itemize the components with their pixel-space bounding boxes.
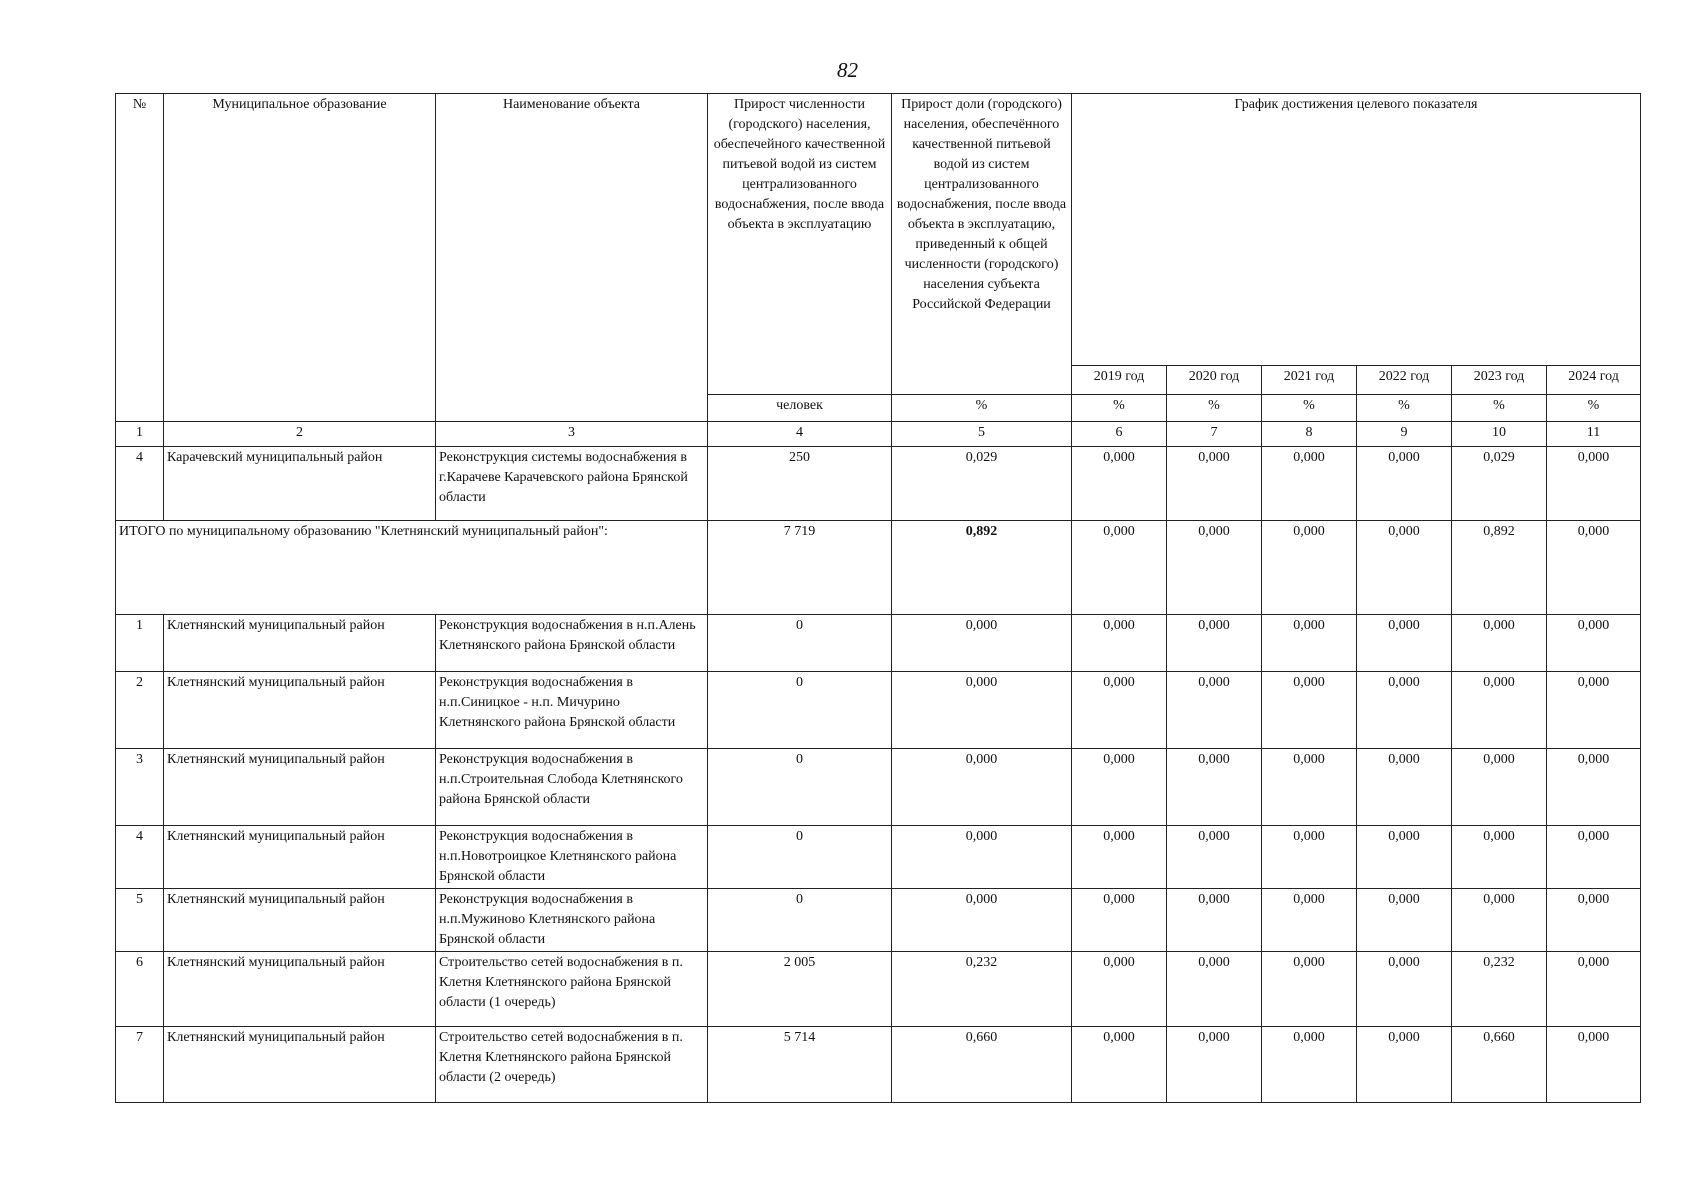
row-people: 250 [708, 447, 892, 521]
row-municipality: Клетнянский муниципальный район [164, 749, 436, 826]
row-year-value: 0,000 [1357, 447, 1452, 521]
header-row [116, 94, 1641, 366]
row-municipality: Клетнянский муниципальный район [164, 889, 436, 952]
header-share-increase: Прирост доли (городского) населения, обеспечённого качественной питьевой водой из систем централизованного водоснабжения, после ввода объекта в эксплуатацию, приведенный к общей численности (городского) населения субъекта Российской Федерации [892, 94, 1072, 395]
table-row [116, 889, 1641, 952]
row-year-value: 0,000 [1357, 615, 1452, 672]
total-label: ИТОГО по муниципальному образованию "Клетнянский муниципальный район": [116, 521, 708, 615]
row-year-value: 0,000 [1452, 749, 1547, 826]
column-number: 4 [708, 422, 892, 447]
total-year-value: 0,000 [1167, 521, 1262, 615]
row-year-value: 0,000 [1357, 1027, 1452, 1103]
row-year-value: 0,000 [1072, 952, 1167, 1027]
row-year-value: 0,000 [1547, 1027, 1641, 1103]
column-number: 6 [1072, 422, 1167, 447]
row-year-value: 0,000 [1262, 826, 1357, 889]
header-pop-increase: Прирост численности (городского) населения, обеспечейного качественной питьевой водой из систем централизованного водоснабжения, после ввода объекта в эксплуатацию [708, 94, 892, 395]
total-year-value: 0,000 [1547, 521, 1641, 615]
row-year-value: 0,000 [1072, 615, 1167, 672]
column-number: 3 [436, 422, 708, 447]
total-year-value: 0,000 [1357, 521, 1452, 615]
row-num: 4 [116, 826, 164, 889]
unit-percent: % [1452, 395, 1547, 422]
row-year-value: 0,000 [1167, 952, 1262, 1027]
row-year-value: 0,000 [1357, 889, 1452, 952]
row-municipality: Клетнянский муниципальный район [164, 1027, 436, 1103]
row-year-value: 0,000 [1167, 889, 1262, 952]
year-2019: 2019 год [1072, 366, 1167, 395]
total-people: 7 719 [708, 521, 892, 615]
row-year-value: 0,000 [1547, 615, 1641, 672]
unit-people: человек [708, 395, 892, 422]
header-num: № [116, 94, 164, 422]
row-year-value: 0,000 [1072, 447, 1167, 521]
row-year-value: 0,000 [1547, 826, 1641, 889]
unit-percent: % [892, 395, 1072, 422]
year-2023: 2023 год [1452, 366, 1547, 395]
total-year-value: 0,000 [1262, 521, 1357, 615]
total-share: 0,892 [892, 521, 1072, 615]
table-row [116, 672, 1641, 749]
row-people: 0 [708, 672, 892, 749]
row-year-value: 0,000 [1262, 952, 1357, 1027]
row-year-value: 0,000 [1357, 749, 1452, 826]
header-object-name: Наименование объекта [436, 94, 708, 422]
row-num: 5 [116, 889, 164, 952]
row-year-value: 0,000 [1357, 952, 1452, 1027]
indicator-table [115, 93, 1641, 1103]
row-year-value: 0,000 [1547, 672, 1641, 749]
row-num: 4 [116, 447, 164, 521]
row-year-value: 0,000 [1072, 826, 1167, 889]
row-year-value: 0,000 [1167, 1027, 1262, 1103]
row-year-value: 0,000 [1262, 1027, 1357, 1103]
row-object: Реконструкция системы водоснабжения в г.Карачеве Карачевского района Брянской области [436, 447, 708, 521]
row-object: Реконструкция водоснабжения в н.п.Синицкое - н.п. Мичурино Клетнянского района Брянской области [436, 672, 708, 749]
row-year-value: 0,000 [1262, 672, 1357, 749]
row-year-value: 0,000 [1262, 615, 1357, 672]
row-people: 5 714 [708, 1027, 892, 1103]
row-municipality: Клетнянский муниципальный район [164, 672, 436, 749]
row-municipality: Клетнянский муниципальный район [164, 952, 436, 1027]
row-year-value: 0,000 [1357, 826, 1452, 889]
row-year-value: 0,000 [1547, 749, 1641, 826]
row-year-value: 0,000 [1452, 826, 1547, 889]
row-share: 0,000 [892, 672, 1072, 749]
row-year-value: 0,000 [1357, 672, 1452, 749]
row-object: Реконструкция водоснабжения в н.п.Алень Клетнянского района Брянской области [436, 615, 708, 672]
row-year-value: 0,029 [1452, 447, 1547, 521]
row-year-value: 0,000 [1262, 447, 1357, 521]
row-share: 0,000 [892, 826, 1072, 889]
year-2020: 2020 год [1167, 366, 1262, 395]
row-year-value: 0,000 [1072, 889, 1167, 952]
row-year-value: 0,000 [1167, 672, 1262, 749]
header-municipality: Муниципальное образование [164, 94, 436, 422]
row-share: 0,660 [892, 1027, 1072, 1103]
row-year-value: 0,000 [1072, 749, 1167, 826]
column-number: 11 [1547, 422, 1641, 447]
row-year-value: 0,000 [1547, 447, 1641, 521]
column-number: 7 [1167, 422, 1262, 447]
row-num: 1 [116, 615, 164, 672]
column-number: 1 [116, 422, 164, 447]
row-num: 2 [116, 672, 164, 749]
column-number-row [116, 422, 1641, 447]
table-row [116, 749, 1641, 826]
row-object: Строительство сетей водоснабжения в п. Клетня Клетнянского района Брянской области (2 очередь) [436, 1027, 708, 1103]
table-row [116, 1027, 1641, 1103]
header-schedule: График достижения целевого показателя [1072, 94, 1641, 366]
row-year-value: 0,660 [1452, 1027, 1547, 1103]
row-year-value: 0,000 [1167, 615, 1262, 672]
row-year-value: 0,000 [1452, 615, 1547, 672]
row-year-value: 0,000 [1167, 826, 1262, 889]
total-row [116, 521, 1641, 615]
unit-percent: % [1262, 395, 1357, 422]
row-share: 0,000 [892, 889, 1072, 952]
row-year-value: 0,000 [1072, 1027, 1167, 1103]
table-row [116, 447, 1641, 521]
row-year-value: 0,232 [1452, 952, 1547, 1027]
row-municipality: Клетнянский муниципальный район [164, 826, 436, 889]
column-number: 5 [892, 422, 1072, 447]
row-people: 0 [708, 615, 892, 672]
year-2022: 2022 год [1357, 366, 1452, 395]
row-share: 0,000 [892, 749, 1072, 826]
column-number: 2 [164, 422, 436, 447]
unit-percent: % [1167, 395, 1262, 422]
row-municipality: Клетнянский муниципальный район [164, 615, 436, 672]
row-year-value: 0,000 [1262, 749, 1357, 826]
row-people: 2 005 [708, 952, 892, 1027]
row-municipality: Карачевский муниципальный район [164, 447, 436, 521]
table-row [116, 615, 1641, 672]
column-number: 9 [1357, 422, 1452, 447]
total-year-value: 0,892 [1452, 521, 1547, 615]
row-num: 3 [116, 749, 164, 826]
table-row [116, 952, 1641, 1027]
row-object: Реконструкция водоснабжения в н.п.Строительная Слобода Клетнянского района Брянской области [436, 749, 708, 826]
year-2021: 2021 год [1262, 366, 1357, 395]
row-year-value: 0,000 [1452, 889, 1547, 952]
row-people: 0 [708, 749, 892, 826]
row-year-value: 0,000 [1547, 952, 1641, 1027]
unit-percent: % [1072, 395, 1167, 422]
page-number: 82 [837, 58, 858, 82]
total-year-value: 0,000 [1072, 521, 1167, 615]
table-row [116, 826, 1641, 889]
row-share: 0,000 [892, 615, 1072, 672]
row-year-value: 0,000 [1072, 672, 1167, 749]
row-year-value: 0,000 [1167, 447, 1262, 521]
year-2024: 2024 год [1547, 366, 1641, 395]
row-year-value: 0,000 [1167, 749, 1262, 826]
row-num: 7 [116, 1027, 164, 1103]
row-share: 0,029 [892, 447, 1072, 521]
row-people: 0 [708, 889, 892, 952]
row-num: 6 [116, 952, 164, 1027]
row-people: 0 [708, 826, 892, 889]
column-number: 10 [1452, 422, 1547, 447]
row-share: 0,232 [892, 952, 1072, 1027]
row-year-value: 0,000 [1547, 889, 1641, 952]
row-object: Строительство сетей водоснабжения в п. Клетня Клетнянского района Брянской области (1 очередь) [436, 952, 708, 1027]
unit-percent: % [1547, 395, 1641, 422]
column-number: 8 [1262, 422, 1357, 447]
row-year-value: 0,000 [1452, 672, 1547, 749]
row-year-value: 0,000 [1262, 889, 1357, 952]
row-object: Реконструкция водоснабжения в н.п.Новотроицкое Клетнянского района Брянской области [436, 826, 708, 889]
unit-percent: % [1357, 395, 1452, 422]
row-object: Реконструкция водоснабжения в н.п.Мужиново Клетнянского района Брянской области [436, 889, 708, 952]
